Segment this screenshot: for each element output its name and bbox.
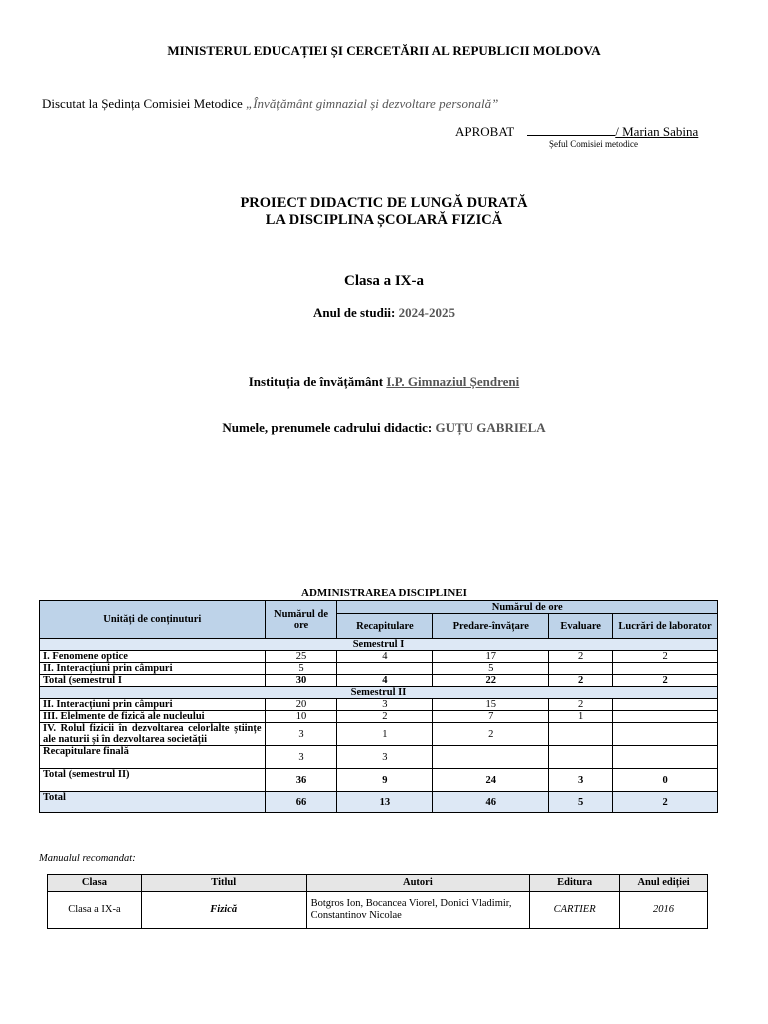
admin-table-title: ADMINISTRAREA DISCIPLINEI <box>301 587 467 599</box>
semester-2-row <box>40 711 718 723</box>
manual-class: Clasa a IX-a <box>48 892 142 929</box>
semester-2-row <box>40 723 718 746</box>
hours-cell: 30 <box>265 675 337 687</box>
recap-cell: 3 <box>337 746 433 769</box>
manual-table <box>47 874 708 929</box>
semester-1-row <box>40 651 718 663</box>
manual-col-publisher: Editura <box>530 875 620 892</box>
lab-cell: 0 <box>613 769 718 792</box>
discutat-prefix: Discutat la Ședința Comisiei Metodice <box>42 96 243 111</box>
lab-cell: 2 <box>613 675 718 687</box>
col-header-teaching: Predare-învățare <box>433 614 549 639</box>
semester-1-header: Semestrul I <box>40 639 718 651</box>
evaluation-cell <box>549 663 613 675</box>
evaluation-cell <box>549 723 613 746</box>
col-header-evaluation: Evaluare <box>549 614 613 639</box>
study-year <box>0 305 768 321</box>
evaluation-cell: 1 <box>549 711 613 723</box>
unit-cell: Recapitulare finală <box>40 746 266 769</box>
evaluation-cell: 5 <box>549 792 613 813</box>
hours-cell: 3 <box>265 723 337 746</box>
evaluation-cell: 3 <box>549 769 613 792</box>
hours-cell: 36 <box>265 769 337 792</box>
hours-cell: 3 <box>265 746 337 769</box>
manual-title: Fizică <box>141 892 306 929</box>
lab-cell: 2 <box>613 792 718 813</box>
lab-cell <box>613 663 718 675</box>
semester-2-row <box>40 746 718 769</box>
lab-cell <box>613 746 718 769</box>
manual-col-class: Clasa <box>48 875 142 892</box>
evaluation-cell <box>549 746 613 769</box>
teaching-cell: 5 <box>433 663 549 675</box>
teacher-label: Numele, prenumele cadrului didactic: <box>222 420 433 435</box>
unit-cell: IV. Rolul fizicii în dezvoltarea celorlalte științe ale naturii și în dezvoltarea societății <box>40 723 266 746</box>
manual-publisher: CARTIER <box>530 892 620 929</box>
teaching-cell: 17 <box>433 651 549 663</box>
manual-label: Manualul recomandat: <box>39 853 136 864</box>
teaching-cell: 24 <box>433 769 549 792</box>
col-header-total-hours: Numărul de ore <box>265 601 337 639</box>
semester-1-row <box>40 675 718 687</box>
recap-cell: 4 <box>337 651 433 663</box>
unit-cell: III. Elelmente de fizică ale nucleului <box>40 711 266 723</box>
hours-cell: 5 <box>265 663 337 675</box>
evaluation-cell: 2 <box>549 699 613 711</box>
recap-cell: 9 <box>337 769 433 792</box>
recap-cell: 4 <box>337 675 433 687</box>
ministry-heading: MINISTERUL EDUCAȚIEI ȘI CERCETĂRII AL REPUBLICII MOLDOVA <box>167 43 601 58</box>
semester-1-rows <box>40 651 718 687</box>
unit-cell: I. Fenomene optice <box>40 651 266 663</box>
grand-total-row <box>40 792 718 813</box>
unit-cell: II. Interacțiuni prin câmpuri <box>40 663 266 675</box>
semester-2-header: Semestrul II <box>40 687 718 699</box>
manual-col-title: Titlul <box>141 875 306 892</box>
admin-table <box>39 600 718 813</box>
manual-row <box>48 892 708 929</box>
recap-cell: 1 <box>337 723 433 746</box>
discutat-line <box>42 96 498 112</box>
recap-cell <box>337 663 433 675</box>
lab-cell <box>613 711 718 723</box>
approver-name: / Marian Sabina <box>615 124 699 139</box>
study-year-label: Anul de studii: <box>313 305 396 320</box>
unit-cell: Total <box>40 792 266 813</box>
document-title <box>0 195 768 229</box>
lab-cell: 2 <box>613 651 718 663</box>
study-year-value: 2024-2025 <box>398 305 455 320</box>
recap-cell: 2 <box>337 711 433 723</box>
semester-2-row <box>40 699 718 711</box>
teaching-cell: 2 <box>433 723 549 746</box>
recap-cell: 13 <box>337 792 433 813</box>
approval-label: APROBAT <box>455 124 515 139</box>
signature-line <box>527 123 615 136</box>
teaching-cell: 46 <box>433 792 549 813</box>
approver-role: Șeful Comisiei metodice <box>549 139 638 149</box>
hours-cell: 25 <box>265 651 337 663</box>
manual-authors: Botgros Ion, Bocancea Viorel, Donici Vladimir, Constantinov Nicolae <box>306 892 530 929</box>
teaching-cell: 22 <box>433 675 549 687</box>
manual-col-authors: Autori <box>306 875 530 892</box>
commission-name: „Învățământ gimnazial și dezvoltare personală” <box>246 96 499 111</box>
semester-2-row <box>40 769 718 792</box>
col-header-units: Unități de conținuturi <box>40 601 266 639</box>
unit-cell: II. Interacțiuni prin câmpuri <box>40 699 266 711</box>
institution-value: I.P. Gimnaziul Șendreni <box>386 374 520 389</box>
hours-cell: 20 <box>265 699 337 711</box>
class-heading: Clasa a IX-a <box>343 273 424 289</box>
manual-year: 2016 <box>620 892 708 929</box>
hours-cell: 66 <box>265 792 337 813</box>
approval-line <box>455 123 698 140</box>
col-header-hours-group: Numărul de ore <box>337 601 718 614</box>
lab-cell <box>613 723 718 746</box>
total-row-group <box>40 792 718 813</box>
recap-cell: 3 <box>337 699 433 711</box>
col-header-lab: Lucrări de laborator <box>613 614 718 639</box>
teaching-cell <box>433 746 549 769</box>
unit-cell: Total (semestrul II) <box>40 769 266 792</box>
institution-label: Instituția de învățământ <box>248 374 384 389</box>
teacher-value: GUȚU GABRIELA <box>435 420 546 435</box>
semester-1-row <box>40 663 718 675</box>
teacher <box>0 420 768 436</box>
evaluation-cell: 2 <box>549 675 613 687</box>
unit-cell: Total (semestrul I <box>40 675 266 687</box>
title-line-2: LA DISCIPLINA ȘCOLARĂ FIZICĂ <box>265 212 503 228</box>
manual-col-year: Anul ediției <box>620 875 708 892</box>
teaching-cell: 7 <box>433 711 549 723</box>
lab-cell <box>613 699 718 711</box>
title-line-1: PROIECT DIDACTIC DE LUNGĂ DURATĂ <box>240 195 528 211</box>
hours-cell: 10 <box>265 711 337 723</box>
institution <box>0 374 768 390</box>
evaluation-cell: 2 <box>549 651 613 663</box>
semester-2-rows <box>40 699 718 792</box>
teaching-cell: 15 <box>433 699 549 711</box>
col-header-recap: Recapitulare <box>337 614 433 639</box>
